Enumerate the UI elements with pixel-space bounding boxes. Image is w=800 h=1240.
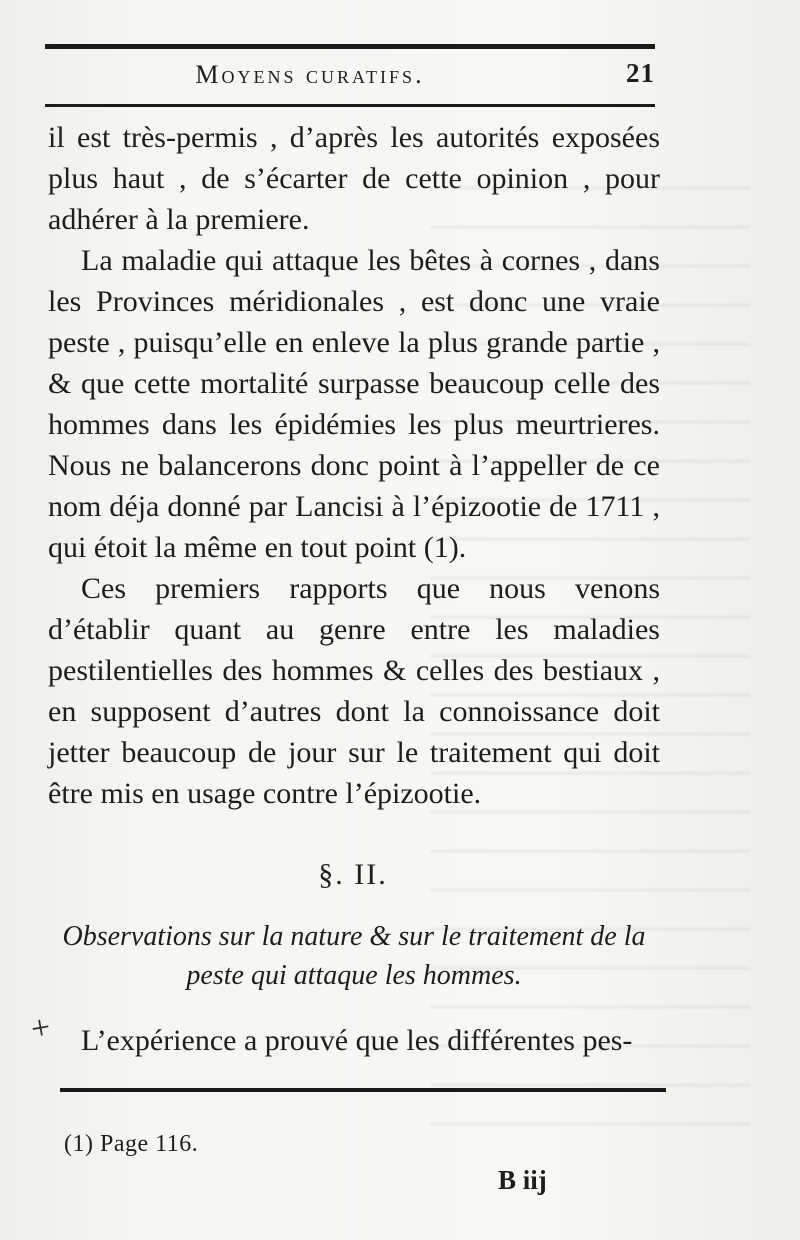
running-head: Moyens curatifs. <box>195 60 425 89</box>
page-number: 21 <box>626 58 655 88</box>
footnote-rule <box>60 1088 666 1092</box>
handwritten-margin-mark: + <box>25 1008 55 1049</box>
section-heading: Observations sur la nature & sur le traitement de la peste qui attaque les hommes. <box>62 921 646 991</box>
paragraph-2: La maladie qui attaque les bêtes à cornes , dans les Provinces méridionales , est donc une vraie peste , puisqu’elle en enleve la plus grande partie , & que cette mortalité surpasse beaucoup celle des hommes dans les épidémies les plus meurtrieres. Nous ne balancerons donc point à l’appeller de ce nom déja donné par Lancisi à l’épizootie de 1711 , qui étoit la même en tout point (1). <box>48 244 660 564</box>
paragraph-3: Ces premiers rapports que nous venons d’établir quant au genre entre les maladies pestilentielles des hommes & celles des bestiaux , en supposent d’autres dont la connoissance doit jetter beaucoup de jour sur le traitement qui doit être mis en usage contre l’épizootie. <box>48 572 660 810</box>
footnote: (1) Page 116. <box>64 1131 199 1157</box>
top-rule <box>45 44 655 49</box>
paragraph-1: il est très-permis , d’après les autorités exposées plus haut , de s’écarter de cette opinion , pour adhérer à la premiere. <box>48 121 660 236</box>
page-header <box>45 58 655 96</box>
main-text <box>48 117 660 814</box>
section-first-line: L’expérience a prouvé que les différentes pes- <box>81 1024 633 1057</box>
header-underline <box>45 104 655 107</box>
signature-mark: B iij <box>498 1165 547 1195</box>
section-number: §. II. <box>318 858 388 891</box>
